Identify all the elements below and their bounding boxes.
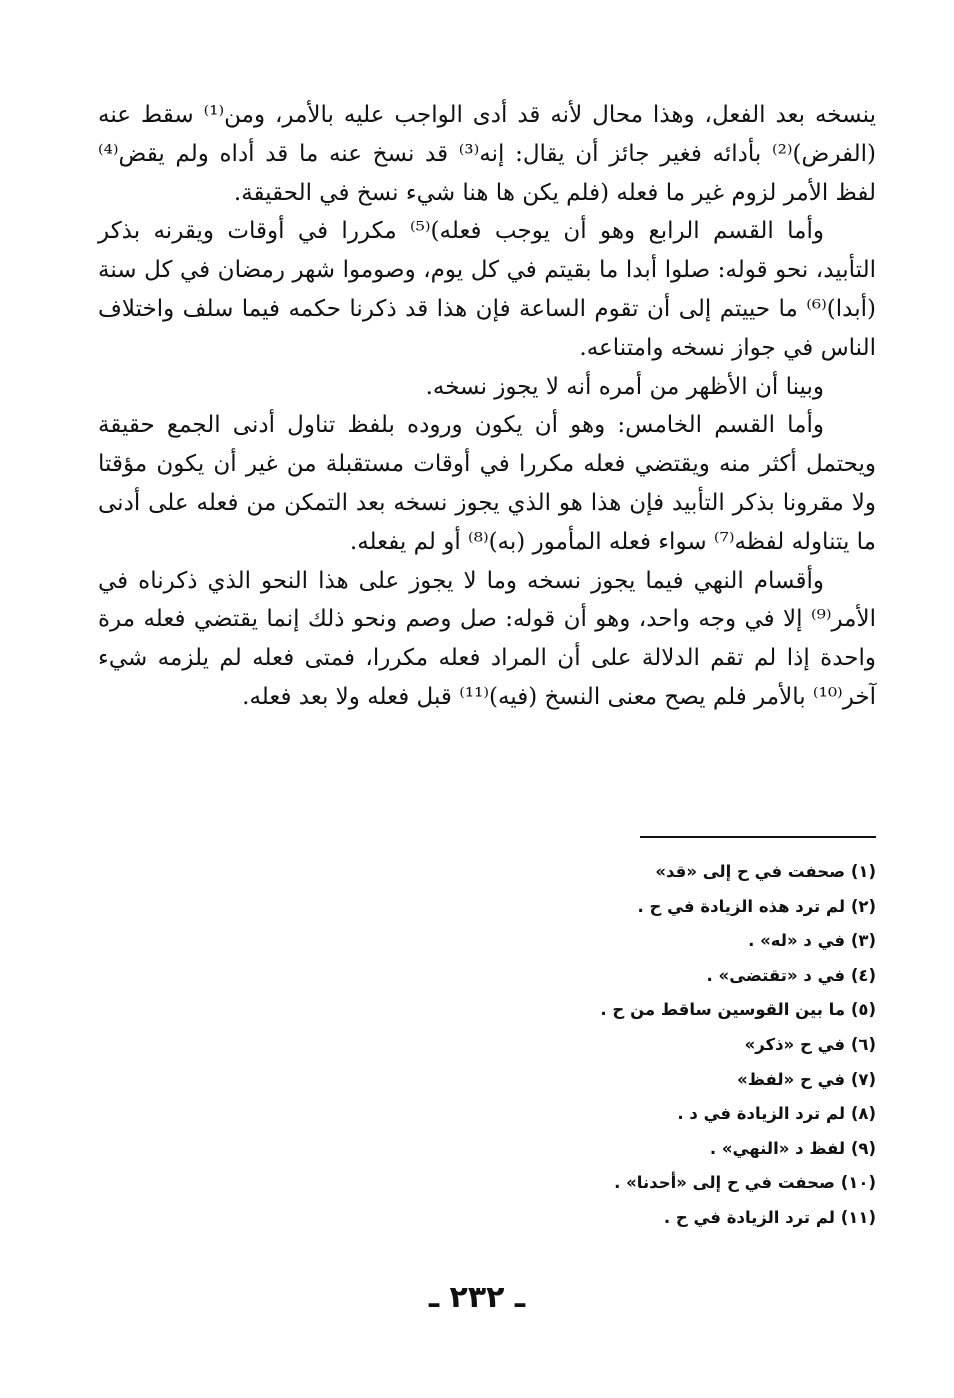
page-number: ـ ٢٣٢ ـ xyxy=(428,1280,526,1315)
footnote-7: (٧) في ح «لفظ» xyxy=(737,1069,876,1089)
footnote-4: (٤) في د «تقتضى» . xyxy=(706,965,876,985)
paragraph-5: وأقسام النهي فيما يجوز نسخه وما لا يجوز على هذا النحو الذي ذكرناه في الأمر⁽⁹⁾ إلا في وجه واحد، وهو أن قوله: صل وصم ونحو ذلك إنما يقتضي فعله مرة واحدة إذا لم تقم الدلالة على أن المراد فعله مكررا، فمتى فعله لم يلزمه شيء آخر⁽¹⁰⁾ بالأمر فلم يصح معنى النسخ (فيه)⁽¹¹⁾ قبل فعله ولا بعد فعله. xyxy=(98,567,876,710)
paragraph-3: وبينا أن الأظهر من أمره أنه لا يجوز نسخه. xyxy=(425,373,824,400)
paragraph-1: ينسخه بعد الفعل، وهذا محال لأنه قد أدى الواجب عليه بالأمر، ومن⁽¹⁾ سقط عنه (الفرض)⁽²⁾ بأدائه فغير جائز أن يقال: إنه⁽³⁾ قد نسخ عنه ما قد أداه ولم يقض⁽⁴⁾ لفظ الأمر لزوم غير ما فعله (فلم يكن ها هنا شيء نسخ في الحقيقة. xyxy=(98,102,877,206)
paragraph-2: وأما القسم الرابع وهو أن يوجب فعله)⁽⁵⁾ مكررا في أوقات ويقرنه بذكر التأبيد، نحو قوله: صلوا أبدا ما بقيتم في كل يوم، وصوموا شهر رمضان في كل سنة (أبدا)⁽⁶⁾ ما حييتم إلى أن تقوم الساعة فإن هذا قد ذكرنا حكمه فيما سلف واختلاف الناس في جواز نسخه وامتناعه. xyxy=(98,218,876,361)
footnote-6: (٦) في ح «ذكر» xyxy=(744,1034,876,1054)
footnote-9: (٩) لفظ د «النهي» . xyxy=(709,1138,876,1158)
footnote-3: (٣) في د «له» . xyxy=(748,931,876,951)
footnote-2: (٢) لم ترد هذه الزيادة في ح . xyxy=(637,896,876,916)
footnote-10: (١٠) صحفت في ح إلى «أحدنا» . xyxy=(614,1173,876,1193)
footnote-11: (١١) لم ترد الزيادة في ح . xyxy=(663,1207,876,1227)
footnote-divider xyxy=(640,836,876,838)
footnote-5: (٥) ما بين القوسين ساقط من ح . xyxy=(600,1000,876,1020)
footnote-8: (٨) لم ترد الزيادة في د . xyxy=(677,1104,876,1124)
footnotes xyxy=(380,855,876,1236)
paragraph-4: وأما القسم الخامس: وهو أن يكون وروده بلفظ تناول أدنى الجمع حقيقة ويحتمل أكثر منه ويقتضي فعله مكررا في أوقات مستقبلة من غير أن يكون مؤقتا ولا مقرونا بذكر التأبيد فإن هذا هو الذي يجوز نسخه بعد التمكن من فعله على أدنى ما يتناوله لفظه⁽⁷⁾ سواء فعله المأمور (به)⁽⁸⁾ أو لم يفعله. xyxy=(98,412,876,555)
body-text xyxy=(98,96,876,717)
footnote-1: (١) صحفت في ح إلى «قد» xyxy=(655,862,876,881)
